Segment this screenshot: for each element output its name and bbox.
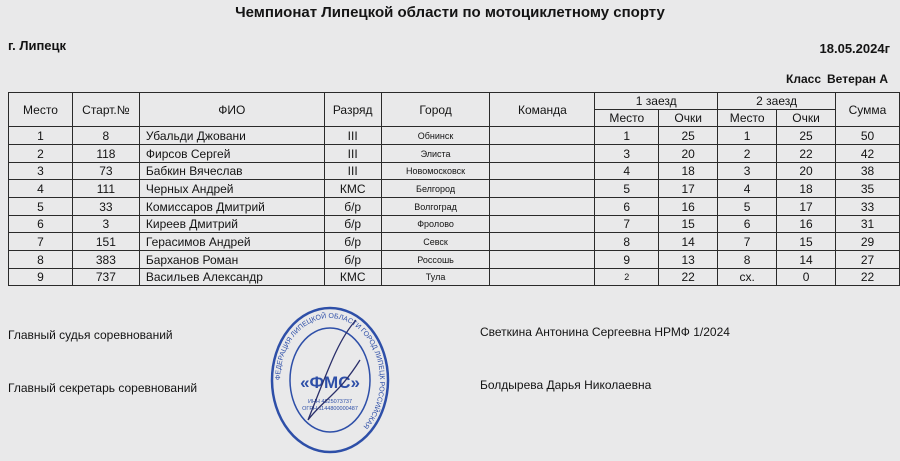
cell-place: 4 bbox=[9, 180, 73, 198]
cell-race1-points: 22 bbox=[659, 269, 718, 286]
cell-place: 3 bbox=[9, 163, 73, 180]
cell-race1-points: 20 bbox=[659, 145, 718, 163]
cell-rank: б/р bbox=[324, 198, 381, 216]
cell-name: Черных Андрей bbox=[139, 180, 324, 198]
cell-sum: 35 bbox=[835, 180, 899, 198]
cell-team bbox=[490, 145, 595, 163]
table-row bbox=[9, 180, 900, 198]
cell-rank: III bbox=[324, 145, 381, 163]
col-start-no: Старт.№ bbox=[72, 93, 139, 127]
table-row bbox=[9, 233, 900, 251]
cell-race2-place: 1 bbox=[718, 127, 777, 145]
cell-race1-place: 1 bbox=[595, 127, 659, 145]
table-row bbox=[9, 269, 900, 286]
cell-sum: 50 bbox=[835, 127, 899, 145]
cell-sum: 31 bbox=[835, 216, 899, 233]
cell-race1-points: 16 bbox=[659, 198, 718, 216]
cell-start-no: 33 bbox=[72, 198, 139, 216]
cell-city: Севск bbox=[381, 233, 490, 251]
cell-place: 2 bbox=[9, 145, 73, 163]
cell-race1-points: 15 bbox=[659, 216, 718, 233]
cell-team bbox=[490, 269, 595, 286]
chief-judge-name: Светкина Антонина Сергеевна НРМФ 1/2024 bbox=[480, 325, 730, 339]
cell-race2-place: 4 bbox=[718, 180, 777, 198]
cell-place: 6 bbox=[9, 216, 73, 233]
table-row bbox=[9, 145, 900, 163]
cell-start-no: 118 bbox=[72, 145, 139, 163]
cell-sum: 29 bbox=[835, 233, 899, 251]
page-title: Чемпионат Липецкой области по мотоциклетному спорту bbox=[235, 4, 665, 21]
cell-place: 7 bbox=[9, 233, 73, 251]
cell-sum: 22 bbox=[835, 269, 899, 286]
cell-race2-points: 14 bbox=[777, 251, 836, 269]
cell-team bbox=[490, 127, 595, 145]
cell-team bbox=[490, 216, 595, 233]
class-label bbox=[786, 72, 888, 86]
cell-start-no: 383 bbox=[72, 251, 139, 269]
cell-rank: КМС bbox=[324, 269, 381, 286]
cell-team bbox=[490, 233, 595, 251]
cell-race1-points: 25 bbox=[659, 127, 718, 145]
class-label-key: Класс bbox=[786, 72, 822, 86]
cell-race1-place: 9 bbox=[595, 251, 659, 269]
cell-race2-points: 15 bbox=[777, 233, 836, 251]
table-row bbox=[9, 127, 900, 145]
cell-start-no: 111 bbox=[72, 180, 139, 198]
cell-race1-place: 3 bbox=[595, 145, 659, 163]
chief-secretary-label: Главный секретарь соревнований bbox=[8, 381, 198, 395]
cell-place: 1 bbox=[9, 127, 73, 145]
col-race2-points: Очки bbox=[777, 110, 836, 127]
table-row bbox=[9, 251, 900, 269]
cell-race1-place: 8 bbox=[595, 233, 659, 251]
cell-race2-place: 5 bbox=[718, 198, 777, 216]
stamp-inn: ИНН 4825073737 bbox=[307, 399, 353, 405]
col-rank: Разряд bbox=[324, 93, 381, 127]
cell-race1-place: 7 bbox=[595, 216, 659, 233]
cell-name: Комиссаров Дмитрий bbox=[139, 198, 324, 216]
class-label-value: Ветеран А bbox=[827, 72, 888, 86]
cell-team bbox=[490, 163, 595, 180]
cell-start-no: 737 bbox=[72, 269, 139, 286]
cell-city: Новомосковск bbox=[381, 163, 490, 180]
cell-race1-place: 2 bbox=[595, 269, 659, 286]
cell-race2-place: сх. bbox=[718, 269, 777, 286]
cell-sum: 38 bbox=[835, 163, 899, 180]
cell-race2-points: 18 bbox=[777, 180, 836, 198]
col-name: ФИО bbox=[139, 93, 324, 127]
cell-race1-points: 18 bbox=[659, 163, 718, 180]
table-row bbox=[9, 216, 900, 233]
col-place: Место bbox=[9, 93, 73, 127]
cell-city: Волгоград bbox=[381, 198, 490, 216]
cell-race2-place: 3 bbox=[718, 163, 777, 180]
cell-race2-place: 2 bbox=[718, 145, 777, 163]
cell-rank: б/р bbox=[324, 216, 381, 233]
cell-name: Барханов Роман bbox=[139, 251, 324, 269]
signature-scribble bbox=[308, 320, 360, 420]
cell-race2-points: 20 bbox=[777, 163, 836, 180]
chief-judge-label: Главный судья соревнований bbox=[8, 328, 173, 342]
cell-race1-points: 17 bbox=[659, 180, 718, 198]
cell-race1-points: 14 bbox=[659, 233, 718, 251]
cell-race1-place: 5 bbox=[595, 180, 659, 198]
cell-rank: б/р bbox=[324, 233, 381, 251]
cell-race1-place: 4 bbox=[595, 163, 659, 180]
col-team: Команда bbox=[490, 93, 595, 127]
cell-rank: III bbox=[324, 163, 381, 180]
cell-city: Белгород bbox=[381, 180, 490, 198]
stamp-center-text: «ФМС» bbox=[300, 373, 360, 392]
cell-rank: б/р bbox=[324, 251, 381, 269]
cell-sum: 27 bbox=[835, 251, 899, 269]
cell-place: 5 bbox=[9, 198, 73, 216]
cell-rank: III bbox=[324, 127, 381, 145]
col-sum: Сумма bbox=[835, 93, 899, 127]
cell-name: Бабкин Вячеслав bbox=[139, 163, 324, 180]
cell-name: Фирсов Сергей bbox=[139, 145, 324, 163]
cell-start-no: 151 bbox=[72, 233, 139, 251]
cell-race2-place: 7 bbox=[718, 233, 777, 251]
results-table bbox=[8, 92, 900, 286]
col-race1: 1 заезд bbox=[595, 93, 718, 110]
col-race2: 2 заезд bbox=[718, 93, 836, 110]
date-label: 18.05.2024г bbox=[819, 41, 890, 56]
cell-sum: 33 bbox=[835, 198, 899, 216]
cell-team bbox=[490, 180, 595, 198]
cell-start-no: 3 bbox=[72, 216, 139, 233]
table-row bbox=[9, 163, 900, 180]
stamp-ring-text: ФЕДЕРАЦИЯ ЛИПЕЦКОЙ ОБЛАСТИ ГОРОД ЛИПЕЦК РОССИЙСКАЯ bbox=[274, 312, 386, 430]
col-race2-place: Место bbox=[718, 110, 777, 127]
cell-start-no: 8 bbox=[72, 127, 139, 145]
cell-race2-points: 16 bbox=[777, 216, 836, 233]
cell-name: Убальди Джовани bbox=[139, 127, 324, 145]
chief-secretary-name: Болдырева Дарья Николаевна bbox=[480, 378, 652, 392]
cell-race2-points: 25 bbox=[777, 127, 836, 145]
cell-race1-place: 6 bbox=[595, 198, 659, 216]
col-race1-place: Место bbox=[595, 110, 659, 127]
cell-race1-points: 13 bbox=[659, 251, 718, 269]
table-row bbox=[9, 198, 900, 216]
cell-race2-place: 8 bbox=[718, 251, 777, 269]
cell-race2-place: 6 bbox=[718, 216, 777, 233]
cell-city: Элиста bbox=[381, 145, 490, 163]
cell-sum: 42 bbox=[835, 145, 899, 163]
cell-place: 8 bbox=[9, 251, 73, 269]
stamp-ogrn: ОГРН 1144800000487 bbox=[302, 406, 358, 412]
cell-name: Герасимов Андрей bbox=[139, 233, 324, 251]
cell-team bbox=[490, 198, 595, 216]
cell-start-no: 73 bbox=[72, 163, 139, 180]
cell-name: Киреев Дмитрий bbox=[139, 216, 324, 233]
cell-race2-points: 22 bbox=[777, 145, 836, 163]
federation-stamp bbox=[268, 300, 392, 460]
cell-place: 9 bbox=[9, 269, 73, 286]
col-race1-points: Очки bbox=[659, 110, 718, 127]
cell-name: Васильев Александр bbox=[139, 269, 324, 286]
city-label: г. Липецк bbox=[8, 38, 67, 53]
cell-city: Обнинск bbox=[381, 127, 490, 145]
col-city: Город bbox=[381, 93, 490, 127]
cell-race2-points: 0 bbox=[777, 269, 836, 286]
cell-city: Фролово bbox=[381, 216, 490, 233]
cell-race2-points: 17 bbox=[777, 198, 836, 216]
cell-team bbox=[490, 251, 595, 269]
cell-rank: КМС bbox=[324, 180, 381, 198]
cell-city: Россошь bbox=[381, 251, 490, 269]
cell-city: Тула bbox=[381, 269, 490, 286]
